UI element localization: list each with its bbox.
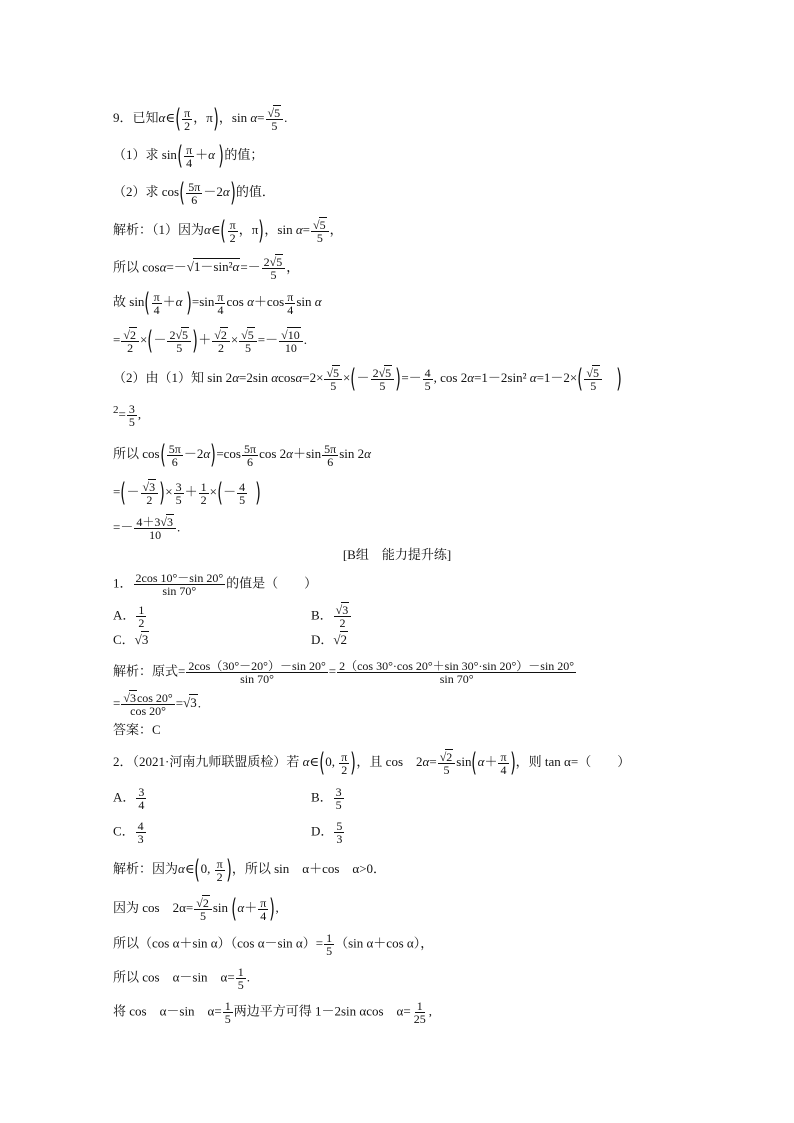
- q9-part2-end: 的值．: [235, 183, 275, 199]
- q1-answer: 答案：C: [113, 722, 161, 737]
- q1-tail: 的值是（ ）: [226, 575, 318, 591]
- option-letter: B．: [311, 789, 333, 805]
- q2-tail: ，则 tan α=（ ）: [515, 753, 631, 769]
- option-num: 4: [137, 819, 144, 833]
- q9-solution-line4: = $\frac{√2}{2}$ ×(－ $\frac{2√5}{5}$ )＋ $\frac{√2}{2}$ × $\frac{√5}{5}$ =－ $\frac{√10}{10}$ .: [113, 326, 307, 356]
- q2-number: 2．（2021·河南九师联盟质检）若: [113, 753, 300, 769]
- solution-label: 解析：（1）因为: [113, 221, 205, 237]
- q2-sol5-lead: 将 cos α－sin α=: [113, 1003, 222, 1019]
- q1-option-d[interactable]: D．√2: [311, 632, 348, 647]
- q9-stem-label: 9．已知: [113, 109, 159, 125]
- q1-number: 1．: [113, 575, 133, 591]
- solution-label: 解析：原式=: [113, 663, 186, 679]
- part2-lead: （2）由（1）知: [113, 369, 205, 385]
- q1-stem: 1． $\frac{2\cos 10^\circ-\sin 20^\circ}{\sin 70^\circ}$ 的值是（ ）: [113, 571, 318, 598]
- q1-option-c[interactable]: C．√3: [113, 632, 149, 647]
- option-letter: D．: [311, 823, 334, 839]
- q2-mid: ，且 cos 2: [356, 753, 423, 769]
- q2-stem: 2．（2021·河南九师联盟质检）若 α∈(0, $\frac{\pi}{2}$ )，且 cos 2α= $\frac{√2}{5}$ sin(α＋ $\frac{\pi}{4}$ )，则 tan α=（ ）: [113, 748, 631, 778]
- q9-solution-line3: 故 sin( $\frac{\pi}{4}$ ＋α )=sin $\frac{\pi}{4}$ cos α＋cos $\frac{\pi}{4}$ sin α: [113, 288, 322, 318]
- q2-sol1-end: ，所以 sin α＋cos α>0．: [231, 860, 387, 876]
- q2-sol2-lead: 因为 cos 2α=: [113, 899, 194, 915]
- option-num: 3: [335, 785, 342, 799]
- q9-solution-line1: 解析：（1）因为α∈( $\frac{\pi}{2}$ ，π)，sin α= $\frac{√5}{5}$ ，: [113, 216, 343, 246]
- q9-solution-line7: 所以 cos( $\frac{5\pi}{6}$ －2α)=cos $\frac{5\pi}{6}$ cos 2α＋sin $\frac{5\pi}{6}$ sin 2α: [113, 440, 371, 470]
- option-num: 5: [336, 819, 343, 833]
- option-letter: C．: [113, 632, 135, 647]
- q9-solution-line6: $^2$= $\frac{3}{5}$ ,: [113, 401, 142, 429]
- so-label: 所以: [113, 259, 140, 275]
- q9-part2-label: （2）求: [113, 183, 159, 199]
- q9-solution-line8: =(－ $\frac{√3}{2}$ )× $\frac{3}{5}$ ＋ $\frac{1}{2}$ ×(－ $\frac{4}{5}$ ): [113, 478, 261, 508]
- therefore-label: 故: [113, 293, 127, 309]
- option-letter: D．: [311, 632, 334, 647]
- section-header: [B组 能力提升练]: [342, 547, 452, 562]
- q2-solution-line4: 所以 cos α－sin α= $\frac{1}{5}$ .: [113, 965, 250, 992]
- q2-solution-line3: 所以（cos α＋sin α）（cos α－sin α）= $\frac{1}{5}$ （sin α＋cos α），: [113, 931, 434, 958]
- q2-solution-line5: 将 cos α－sin α= $\frac{1}{5}$ 两边平方可得 1－2sin αcos α= $\frac{1}{25}$ ,: [113, 999, 432, 1026]
- q2-option-b[interactable]: [311, 786, 345, 811]
- q9-part1-end: 的值；: [224, 146, 264, 162]
- q2-sol4-lead: 所以 cos α－sin α=: [113, 969, 235, 985]
- q2-option-d[interactable]: [311, 820, 345, 845]
- q9-stem: 9．已知α∈( $\frac{\pi}{2}$ ，π)，sin α= $\frac{√5}{5}$ .: [113, 104, 288, 134]
- option-letter: A．: [113, 607, 136, 623]
- q9-part2: （2）求 cos( $\frac{5\pi}{6}$ －2α)的值．: [113, 178, 275, 208]
- option-letter: B．: [311, 607, 333, 623]
- q1-solution-line2: = $\frac{√3\cos 20^\circ}{\cos 20^\circ}$ =√3.: [113, 691, 201, 718]
- q2-sol5-mid: 两边平方可得 1－2sin αcos α=: [233, 1003, 411, 1019]
- q1-option-b[interactable]: B． $\frac{√3}{2}$: [311, 604, 352, 629]
- q2-sol3-end: （sin α＋cos α），: [335, 935, 434, 951]
- q9-solution-line5: （2）由（1）知 sin 2α=2sin αcosα=2× $\frac{√5}{5}$ ×(－ $\frac{2√5}{5}$ )=－ $\frac{4}{5}$ , cos 2α=1－2sin² α=1－2×( $\frac{√5}{5}$ ): [113, 364, 622, 394]
- q2-option-a[interactable]: [113, 786, 147, 811]
- q1-option-a[interactable]: A． $\frac{1}{2}$: [113, 603, 145, 630]
- q9-part1-label: （1）求: [113, 146, 159, 162]
- so-label-2: 所以: [113, 445, 140, 461]
- q2-sol3-lead: 所以（cos α＋sin α）（cos α－sin α）=: [113, 935, 324, 951]
- solution-label: 解析：因为: [113, 860, 179, 876]
- q9-part1: （1）求 sin( $\frac{\pi}{4}$ ＋α )的值；: [113, 141, 264, 171]
- q2-sol5-end: ,: [428, 1003, 432, 1019]
- q2-solution-line2: 因为 cos 2α= $\frac{√2}{5}$ sin (α＋ $\frac{\pi}{4}$ ),: [113, 894, 279, 924]
- q2-solution-line1: 解析：因为α∈(0, $\frac{\pi}{2}$ )，所以 sin α＋cos α>0．: [113, 855, 387, 885]
- option-den: 4: [138, 798, 145, 812]
- option-den: 3: [336, 832, 343, 846]
- option-letter: A．: [113, 789, 136, 805]
- option-den: 5: [335, 798, 342, 812]
- q1-solution-line1: 解析：原式= $\frac{2\cos(30^\circ-20^\circ)-\sin 20^\circ}{\sin 70^\circ}$ = $\frac{2(\cos 30^\circ\cdot\cos 20^\circ+\sin 30^\circ\cdot\sin 20^\circ)-\sin 20^\circ}{\sin 70^\circ}$: [113, 659, 575, 686]
- option-den: 3: [137, 832, 144, 846]
- option-num: 3: [138, 785, 145, 799]
- q9-solution-line9: =－ $\frac{4+3√3}{10}$ .: [113, 515, 181, 542]
- option-letter: C．: [113, 823, 135, 839]
- q2-option-c[interactable]: [113, 820, 147, 845]
- q9-solution-line2: 所以 cosα=－√1－sin²α=－ $\frac{2√5}{5}$ ，: [113, 255, 300, 282]
